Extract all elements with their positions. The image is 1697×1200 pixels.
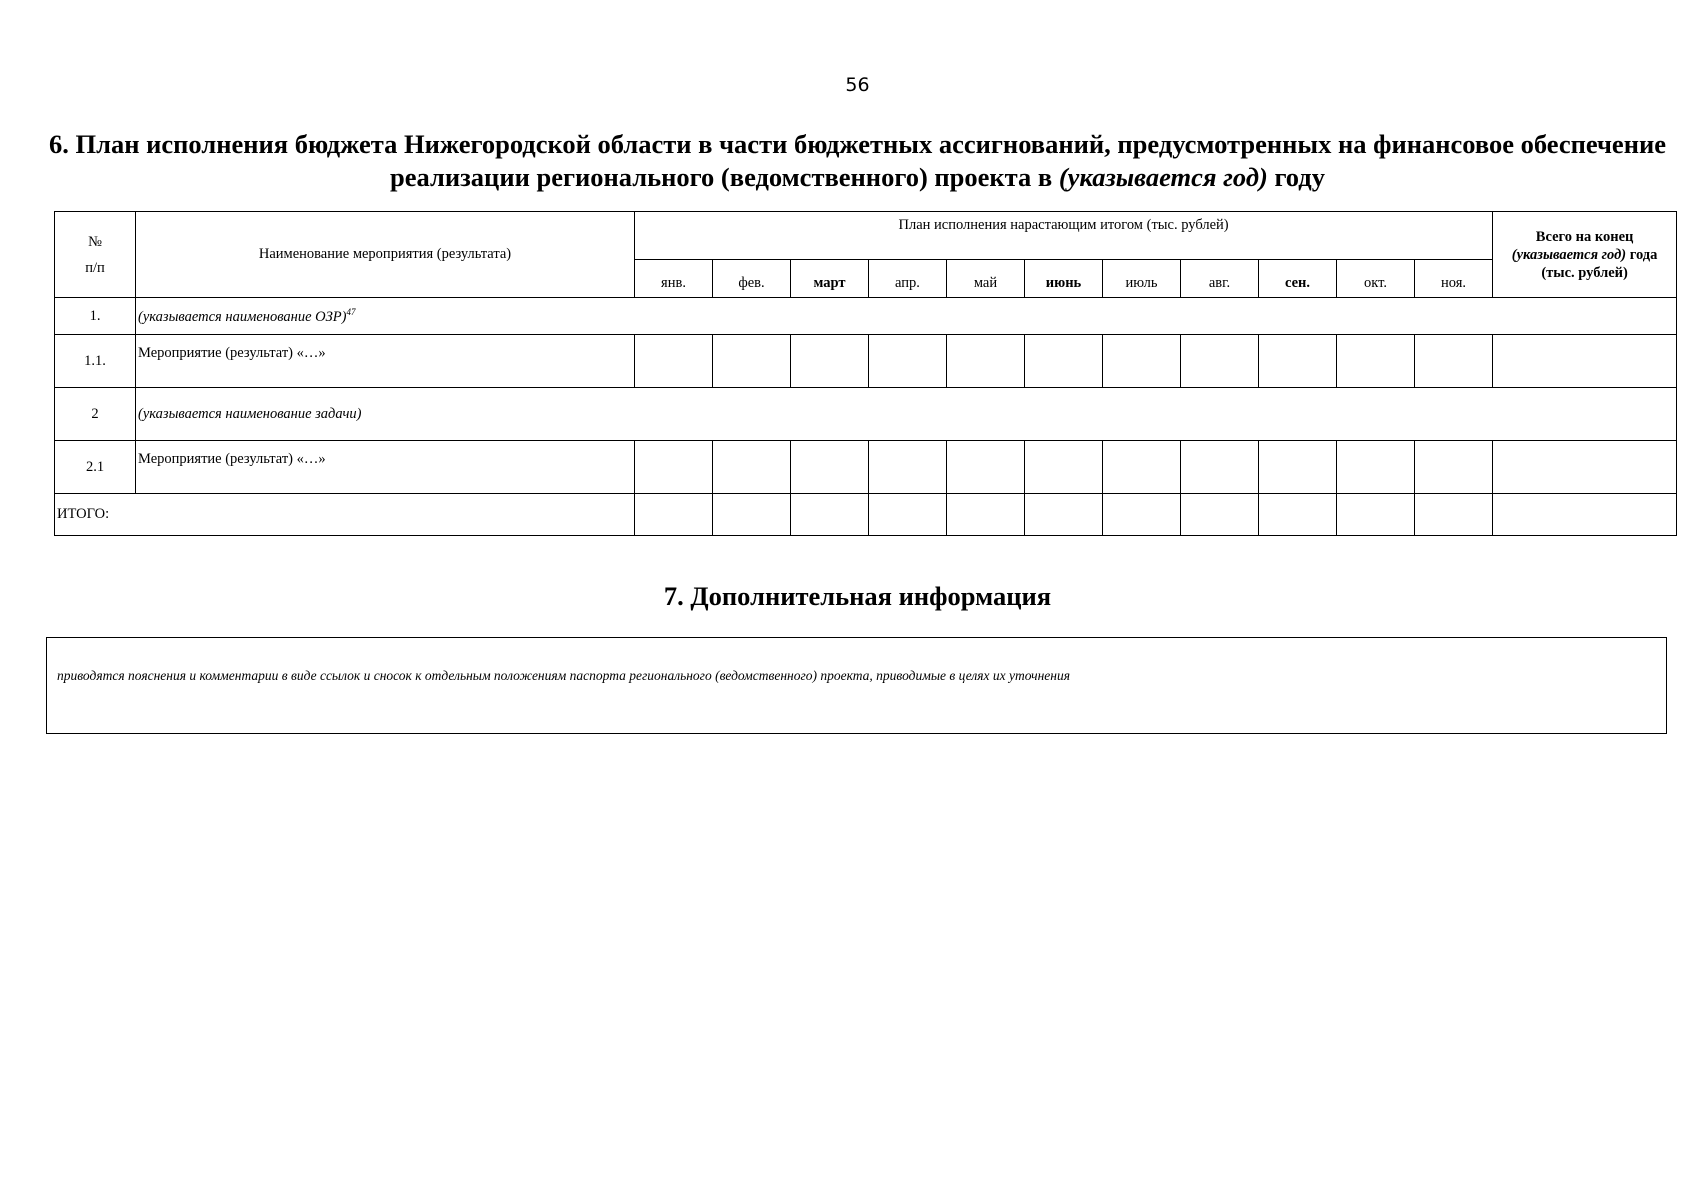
section6-title-main: 6. План исполнения бюджета Нижегородской области в части бюджетных ассигнований, предусмотренных на финансовое обеспечение реализации регионального (ведомственного) проекта в [49,129,1666,192]
month-value-cell [1181,494,1259,536]
month-value-cell [1025,494,1103,536]
header-total-year: (указывается год) [1511,246,1627,263]
month-value-cell [1103,441,1181,494]
row-number: 2 [55,388,136,441]
month-value-cell [635,494,713,536]
month-value-cell [1337,494,1415,536]
header-number-symbol: № [88,233,102,250]
month-value-cell [869,441,947,494]
month-header: ноя. [1415,260,1493,298]
total-row-label: ИТОГО: [55,494,635,536]
header-plan: План исполнения нарастающим итогом (тыс. рублей) [635,212,1493,260]
month-header: янв. [635,260,713,298]
header-total-line2: года [1626,246,1658,263]
month-value-cell [1415,441,1493,494]
month-header: май [947,260,1025,298]
row-task-label: (указывается наименование задачи) [136,388,1677,441]
table-row [55,335,1677,388]
row-number: 1.1. [55,335,136,388]
month-value-cell [791,494,869,536]
row-goal-label [136,298,1677,335]
month-value-cell [1259,494,1337,536]
month-value-cell [1181,335,1259,388]
month-value-cell [1103,494,1181,536]
month-value-cell [713,441,791,494]
month-value-cell [1025,335,1103,388]
row-activity: Мероприятие (результат) «…» [136,335,635,388]
table-row [55,388,1677,441]
month-value-cell [1181,441,1259,494]
month-header: июль [1103,260,1181,298]
month-value-cell [1337,441,1415,494]
table-row [55,298,1677,335]
month-value-cell [1415,494,1493,536]
month-value-cell [713,494,791,536]
month-value-cell [1259,441,1337,494]
additional-info-text: приводятся пояснения и комментарии в виде ссылок и сносок к отдельным положениям паспорта регионального (ведомственного) проекта, приводимые в целях их уточнения [57,668,1071,683]
month-header: окт. [1337,260,1415,298]
month-value-cell [947,494,1025,536]
month-value-cell [791,441,869,494]
total-value-cell [1493,335,1677,388]
row-number: 1. [55,298,136,335]
month-value-cell [1415,335,1493,388]
header-name: Наименование мероприятия (результата) [136,212,635,298]
section7-title: 7. Дополнительная информация [663,581,1052,611]
month-header: фев. [713,260,791,298]
table-row-total [55,494,1677,536]
section6-title-end: году [1267,162,1325,192]
month-value-cell [947,441,1025,494]
month-value-cell [635,441,713,494]
month-value-cell [1025,441,1103,494]
total-value-cell [1493,441,1677,494]
header-number-sub: п/п [85,259,105,276]
month-header: март [791,260,869,298]
month-header: апр. [869,260,947,298]
page-number: 56 [845,74,870,96]
budget-plan-table [54,211,1677,536]
footnote-ref: 47 [346,306,356,317]
month-value-cell [791,335,869,388]
additional-info-box [46,637,1667,734]
month-header: июнь [1025,260,1103,298]
table-row [55,441,1677,494]
section6-title-year: (указывается год) [1058,162,1268,192]
header-total-line1: Всего на конец [1535,228,1634,245]
section6-title [40,128,1675,194]
month-value-cell [635,335,713,388]
month-value-cell [713,335,791,388]
month-value-cell [869,494,947,536]
row-goal-text: (указывается наименование ОЗР) [138,308,347,325]
row-activity: Мероприятие (результат) «…» [136,441,635,494]
header-total [1493,212,1677,298]
month-value-cell [1259,335,1337,388]
row-number: 2.1 [55,441,136,494]
month-header: авг. [1181,260,1259,298]
header-number [55,212,136,298]
month-header: сен. [1259,260,1337,298]
month-value-cell [869,335,947,388]
month-value-cell [1337,335,1415,388]
month-value-cell [1103,335,1181,388]
total-value-cell [1493,494,1677,536]
header-total-line3: (тыс. рублей) [1541,264,1628,281]
month-value-cell [947,335,1025,388]
